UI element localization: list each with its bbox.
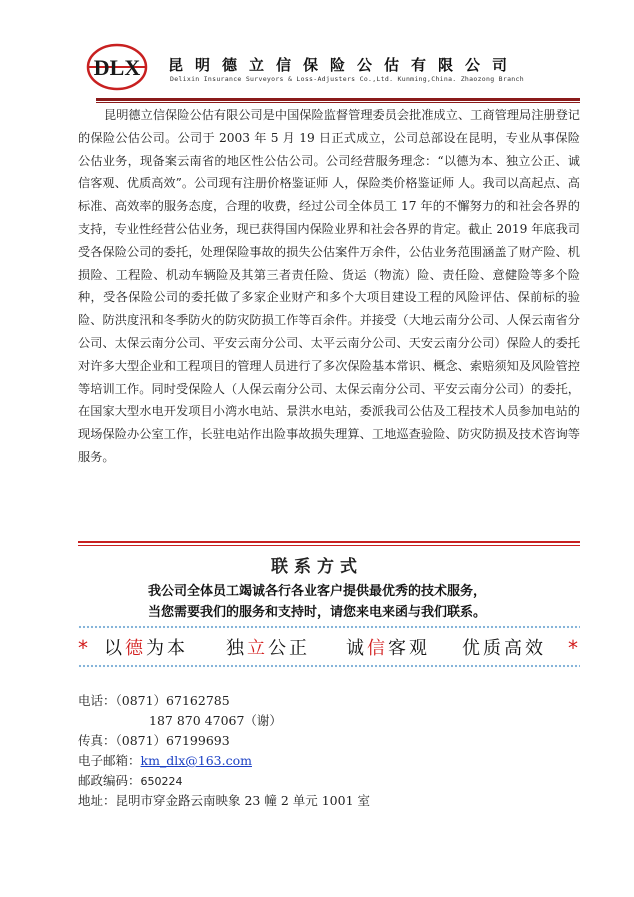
address-line: 地址：昆明市穿金路云南映象 23 幢 2 单元 1001 室 <box>78 793 371 808</box>
slogan-virtue: 以德为本 <box>104 638 188 659</box>
postcode-value: 650224 <box>140 775 183 788</box>
dotted-divider-top <box>78 625 580 629</box>
email-line <box>78 751 252 769</box>
email-label: 电子邮箱： <box>78 753 141 768</box>
phone-line: 电话：（0871）67162785 <box>78 693 230 708</box>
mobile-line: 187 870 47067（谢） <box>149 713 282 728</box>
page-header <box>78 42 578 94</box>
slogan-row <box>78 634 580 662</box>
contact-intro-line2: 当您需要我们的服务和支持时，请您来电来函与我们联系。 <box>147 605 486 620</box>
fax-line: 传真：（0871）67199693 <box>78 733 230 748</box>
company-logo <box>86 42 148 92</box>
company-name-cn: 昆明德立信保险公估有限公司 <box>168 56 520 74</box>
star-icon: * <box>568 636 578 660</box>
company-name-en: Delixin Insurance Surveyors & Loss-Adjusters Co.,Ltd. Kunming,China. Zhaozong Branch <box>170 75 524 83</box>
postcode-line <box>78 771 183 789</box>
postcode-label: 邮政编码： <box>78 773 141 788</box>
dotted-divider-bottom <box>78 664 580 668</box>
logo-text: DLX <box>93 55 141 80</box>
email-link[interactable]: km_dlx@163.com <box>140 753 252 768</box>
contact-intro-line1: 我公司全体员工竭诚各行各业客户提供最优秀的技术服务， <box>147 584 486 599</box>
slogan-quality: 优质高效 <box>462 638 546 659</box>
company-intro-paragraph: 昆明德立信保险公估有限公司是中国保险监督管理委员会批准成立、工商管理局注册登记的保险公估公司。公司于 2003 年 5 月 19 日正式成立，公司总部设在昆明，专业从事保险公估业务，现备案云南省的地区性公估公司。公司经营服务理念：“以德为本、独立公正、诚信客观、优质高效”。公司现有注册价格鉴证师 人，保险类价格鉴证师 人。我司以高起点、高标准、高效率的服务态度，合理的收费，经过公司全体员工 17 年的不懈努力的和社会各界的支持，专业性经营公估业务，现已获得国内保险业界和社会各界的肯定。截止 2019 年底我司受各保险公司的委托，处理保险事故的损失公估案件万余件，公估业务范围涵盖了财产险、机损险、工程险、机动车辆险及其第三者责任险、货运（物流）险、责任险、意健险等多个险种，受各保险公司的委托做了多家企业财产和多个大项目建设工程的风险评估、保前标的验险、防洪度汛和冬季防火的防灾防损工作等百余件。并接受（大地云南分公司、人保云南省分公司、太保云南分公司、平安云南分公司、太平云南分公司、天安云南分公司）保险人的委托对许多大型企业和工程项目的管理人员进行了多次保险基本常识、概念、索赔须知及风险管控等培训工作。同时受保险人（人保云南分公司、太保云南分公司、平安云南分公司）的委托，在国家大型水电开发项目小湾水电站、景洪水电站，委派我司公估及工程技术人员参加电站的现场保险办公室工作，长驻电站作出险事故损失理算、工地巡查验险、防灾防损及技术咨询等服务。 <box>78 108 580 464</box>
header-divider <box>96 98 580 101</box>
section-divider-top-thin <box>78 545 580 546</box>
slogan-integrity: 诚信客观 <box>346 638 430 659</box>
header-divider-thin <box>96 102 580 103</box>
slogan-independent: 独立公正 <box>226 638 310 659</box>
star-icon: * <box>78 636 88 660</box>
section-divider-top <box>78 541 580 543</box>
contact-title: 联系方式 <box>271 557 363 577</box>
